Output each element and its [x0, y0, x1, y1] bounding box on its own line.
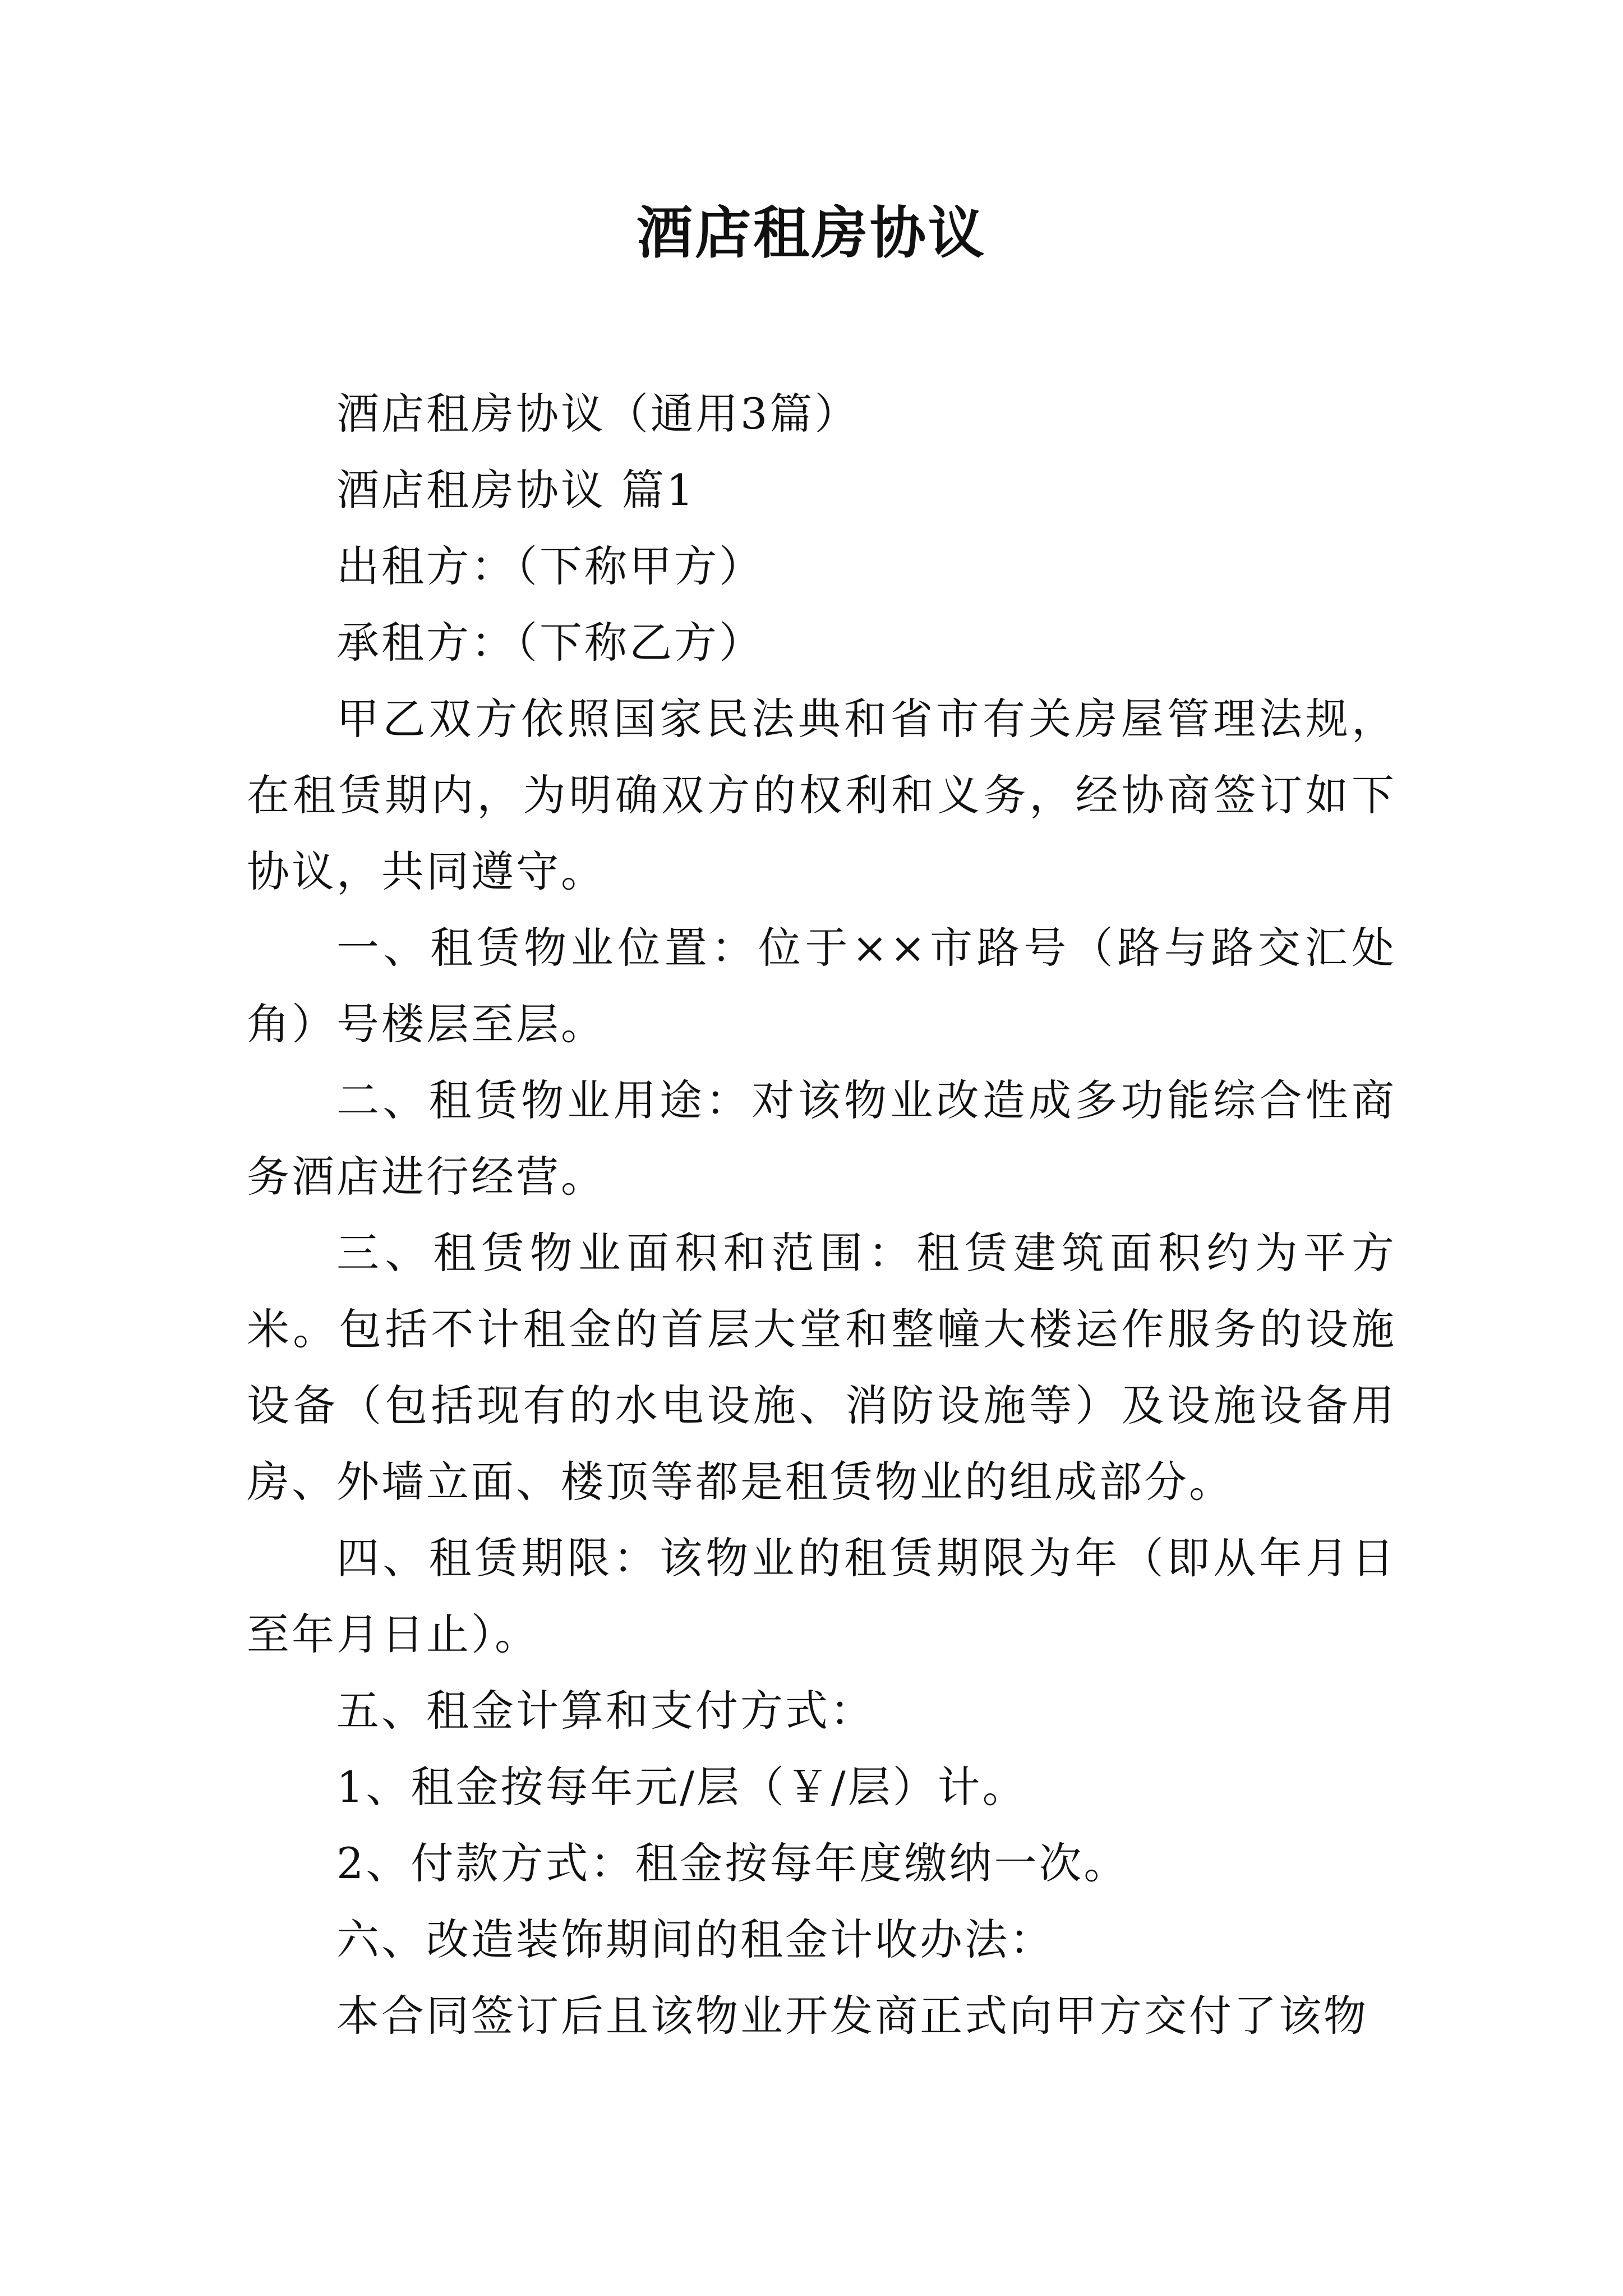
paragraph-clause-6: 六、改造装饰期间的租金计收办法： [336, 1915, 1054, 1964]
paragraph-clause-4: 四、租赁期限：该物业的租赁期限为年（即从年月日至年月日止）。 [247, 1533, 1396, 1659]
paragraph-preamble: 甲乙双方依照国家民法典和省市有关房屋管理法规，在租赁期内，为明确双方的权利和义务，经协商签订如下协议，共同遵守。 [247, 694, 1396, 896]
paragraph-clause-6-text: 本合同签订后且该物业开发商正式向甲方交付了该物 [336, 1991, 1368, 2041]
paragraph-clause-5-2: 2、付款方式：租金按每年度缴纳一次。 [336, 1838, 1129, 1888]
paragraph-clause-5: 五、租金计算和支付方式： [336, 1686, 875, 1736]
paragraph-heading: 酒店租房协议 篇1 [336, 465, 696, 515]
paragraph-clause-1: 一、租赁物业位置：位于××市路号（路与路交汇处角）号楼层至层。 [247, 923, 1396, 1049]
paragraph-lessee: 承租方：（下称乙方） [336, 618, 764, 668]
document-body [247, 376, 1396, 2054]
paragraph-clause-2: 二、租赁物业用途：对该物业改造成多功能综合性商务酒店进行经营。 [247, 1075, 1396, 1202]
paragraph-lessor: 出租方：（下称甲方） [336, 541, 764, 591]
paragraph-intro: 酒店租房协议（通用3篇） [336, 389, 860, 439]
document-title: 酒店租房协议 [637, 200, 986, 266]
paragraph-clause-5-1: 1、租金按每年元/层（￥/层）计。 [336, 1762, 1027, 1812]
paragraph-clause-3: 三、租赁物业面积和范围：租赁建筑面积约为平方米。包括不计租金的首层大堂和整幢大楼运作服务的设施设备（包括现有的水电设施、消防设施等）及设施设备用房、外墙立面、楼顶等都是租赁物业的组成部分。 [247, 1228, 1396, 1507]
